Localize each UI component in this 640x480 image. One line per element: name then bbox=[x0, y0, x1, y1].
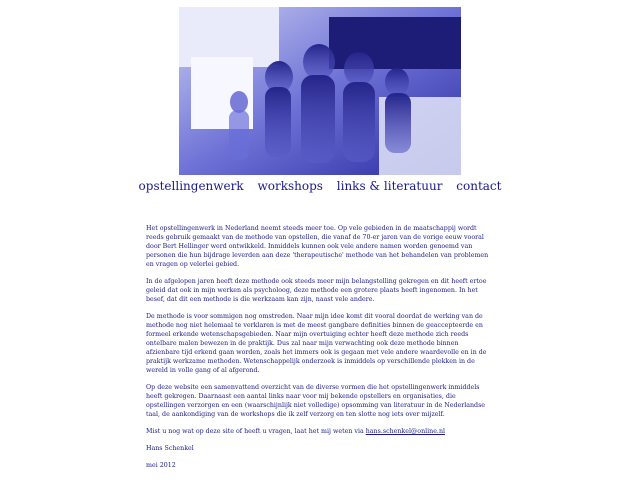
hero-painting-image bbox=[179, 7, 461, 175]
overview-paragraph: Op deze website een samenvattend overzicht van de diverse vormen die het opstellingenwerk inmiddels heeft gekregen. Daarnaast een aantal links naar voor mij bekende opstellers en organisaties, die opstellingen verzorgen en een (waarschijnlijk niet volledige) opsomming van literatuur in de Nederlandse taal, de aankondiging van de workshops die ik zelf verzorg en ten slotte nog iets over mijzelf. bbox=[146, 384, 486, 418]
nav-item-opstellingenwerk[interactable]: opstellingenwerk bbox=[138, 179, 244, 193]
nav-item-contact[interactable]: contact bbox=[456, 179, 502, 193]
signature: Hans Schenkel bbox=[146, 445, 194, 452]
interest-paragraph: In de afgelopen jaren heeft deze methode ook steeds meer mijn belangstelling gekregen en dit heeft ertoe geleid dat ook in mijn werken als psycholoog, deze methode een grotere plaats heeft ingenomen. In het besef, dat dit een methode is die werkzaam kan zijn, naast vele andere. bbox=[146, 278, 487, 303]
email-link[interactable]: hans.schenkel@online.nl bbox=[365, 428, 446, 435]
hero-painting bbox=[179, 7, 461, 175]
nav-item-workshops[interactable]: workshops bbox=[257, 179, 323, 193]
contact-text: Mist u nog wat op deze site of heeft u vragen, laat het mij weten via bbox=[146, 428, 366, 435]
contact-paragraph bbox=[146, 427, 494, 436]
nav-item-links-literatuur[interactable]: links & literatuur bbox=[336, 179, 443, 193]
method-paragraph: De methode is voor sommigen nog omstreden. Naar mijn idee komt dit vooral doordat de werking van de methode nog niet helemaal te verklaren is met de meest gangbare definities binnen de geaccepteerde en formeel erkende wetenschapsgebieden. Naar mijn overtuiging echter heeft deze methode zich reeds ontelbare malen bewezen in de praktijk. Dus zal naar mijn verwachting ook deze methode binnen afzienbare tijd erkend gaan worden, zoals het immers ook is gegaan met vele andere waardevolle en in de praktijk werkzame methoden. Wetenschappelijk onderzoek is inmiddels op verschillende plekken in de wereld in volle gang of al afgerond. bbox=[146, 313, 487, 374]
intro-paragraph: Het opstellingenwerk in Nederland neemt steeds meer toe. Op vele gebieden in de maatschappij wordt reeds gebruik gemaakt van de methode van opstellen, die vanaf de 70-er jaren van de vorige eeuw vooral door Bert Hellinger werd ontwikkeld. Inmiddels kunnen ook vele andere namen worden genoemd van personen die hun bijdrage leverden aan deze 'therapeutische' methode van het behandelen van problemen en vragen op velerlei gebied. bbox=[146, 225, 489, 268]
date: mei 2012 bbox=[146, 462, 176, 469]
main-nav bbox=[0, 179, 640, 193]
main-content bbox=[146, 224, 494, 478]
